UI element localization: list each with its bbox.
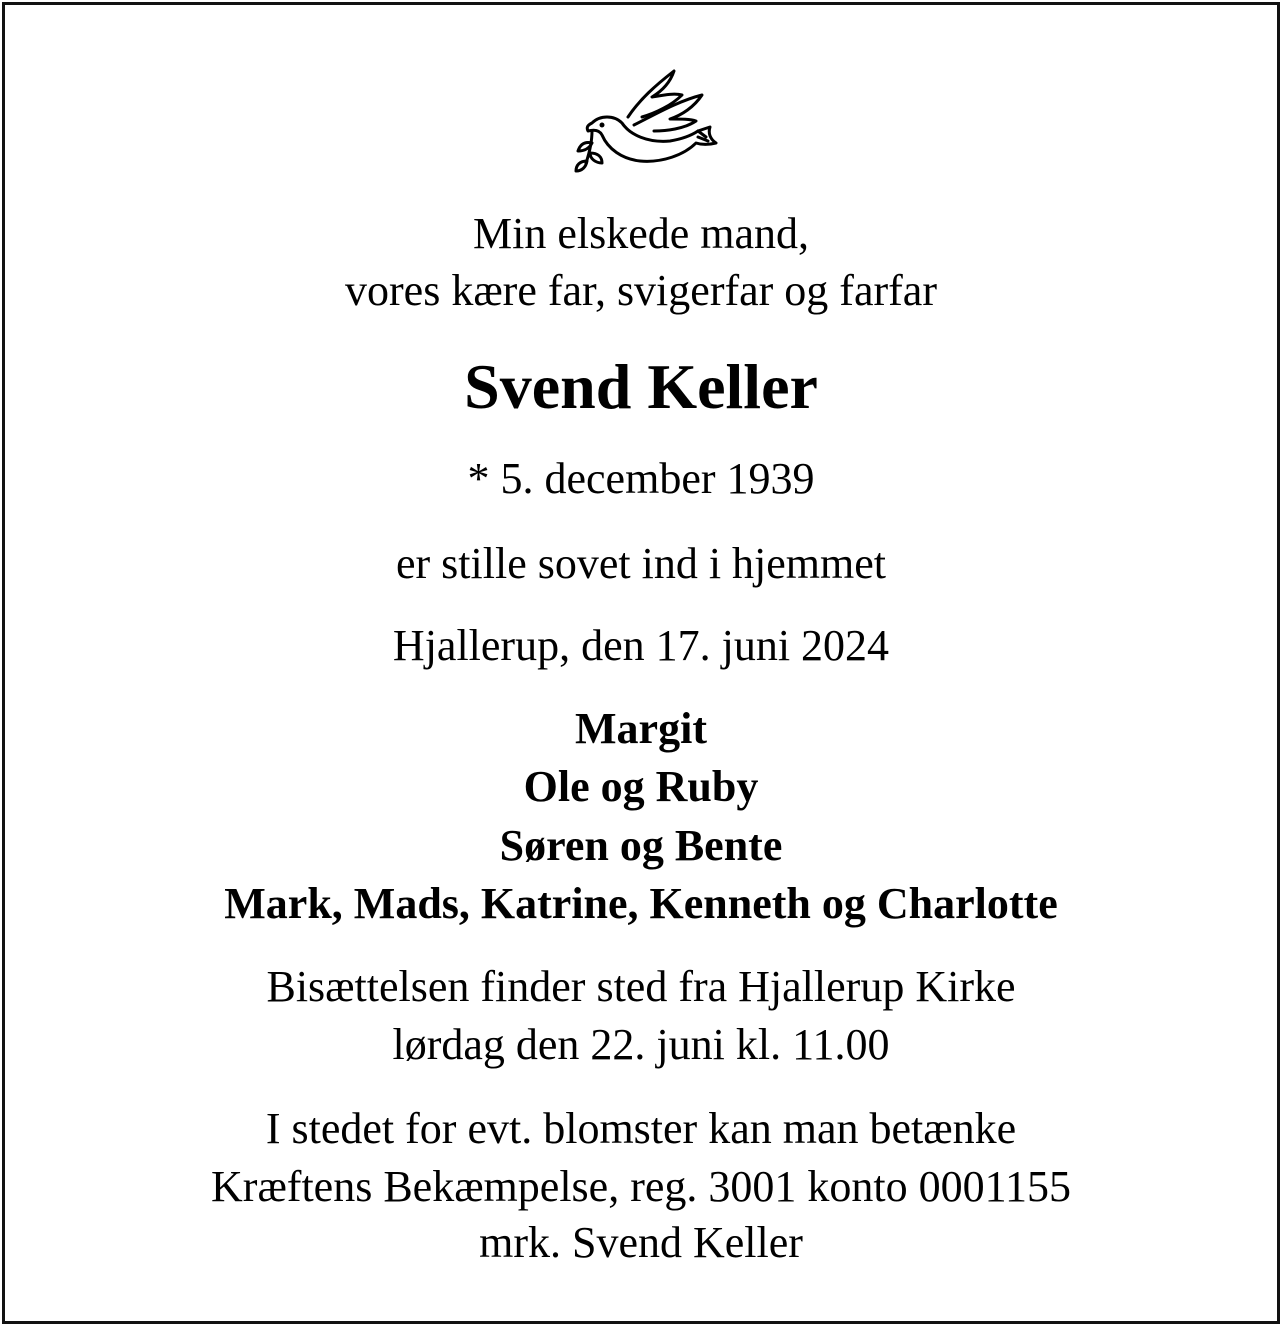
intro-line-2: vores kære far, svigerfar og farfar: [345, 266, 937, 315]
place-and-date: Hjallerup, den 17. juni 2024: [392, 621, 890, 670]
funeral-line-2: lørdag den 22. juni kl. 11.00: [392, 1020, 890, 1069]
family-line-3: Søren og Bente: [499, 821, 783, 870]
birth-date: * 5. december 1939: [467, 454, 815, 503]
family-line-4: Mark, Mads, Katrine, Kenneth og Charlotte: [224, 879, 1058, 928]
donation-line-1: I stedet for evt. blomster kan man betænke: [265, 1104, 1017, 1153]
deceased-name: Svend Keller: [464, 351, 818, 422]
obituary-notice: [5, 5, 1277, 1321]
funeral-line-1: Bisættelsen finder sted fra Hjallerup Kirke: [266, 962, 1016, 1011]
family-line-2: Ole og Ruby: [523, 762, 759, 811]
obituary-frame: [2, 2, 1280, 1324]
donation-line-2: Kræftens Bekæmpelse, reg. 3001 konto 0001155: [211, 1162, 1071, 1211]
dove-icon: [570, 65, 720, 177]
donation-line-3: mrk. Svend Keller: [479, 1218, 803, 1267]
passing-text: er stille sovet ind i hjemmet: [395, 539, 886, 588]
intro-line-1: Min elskede mand,: [472, 209, 810, 258]
family-line-1: Margit: [575, 704, 707, 753]
